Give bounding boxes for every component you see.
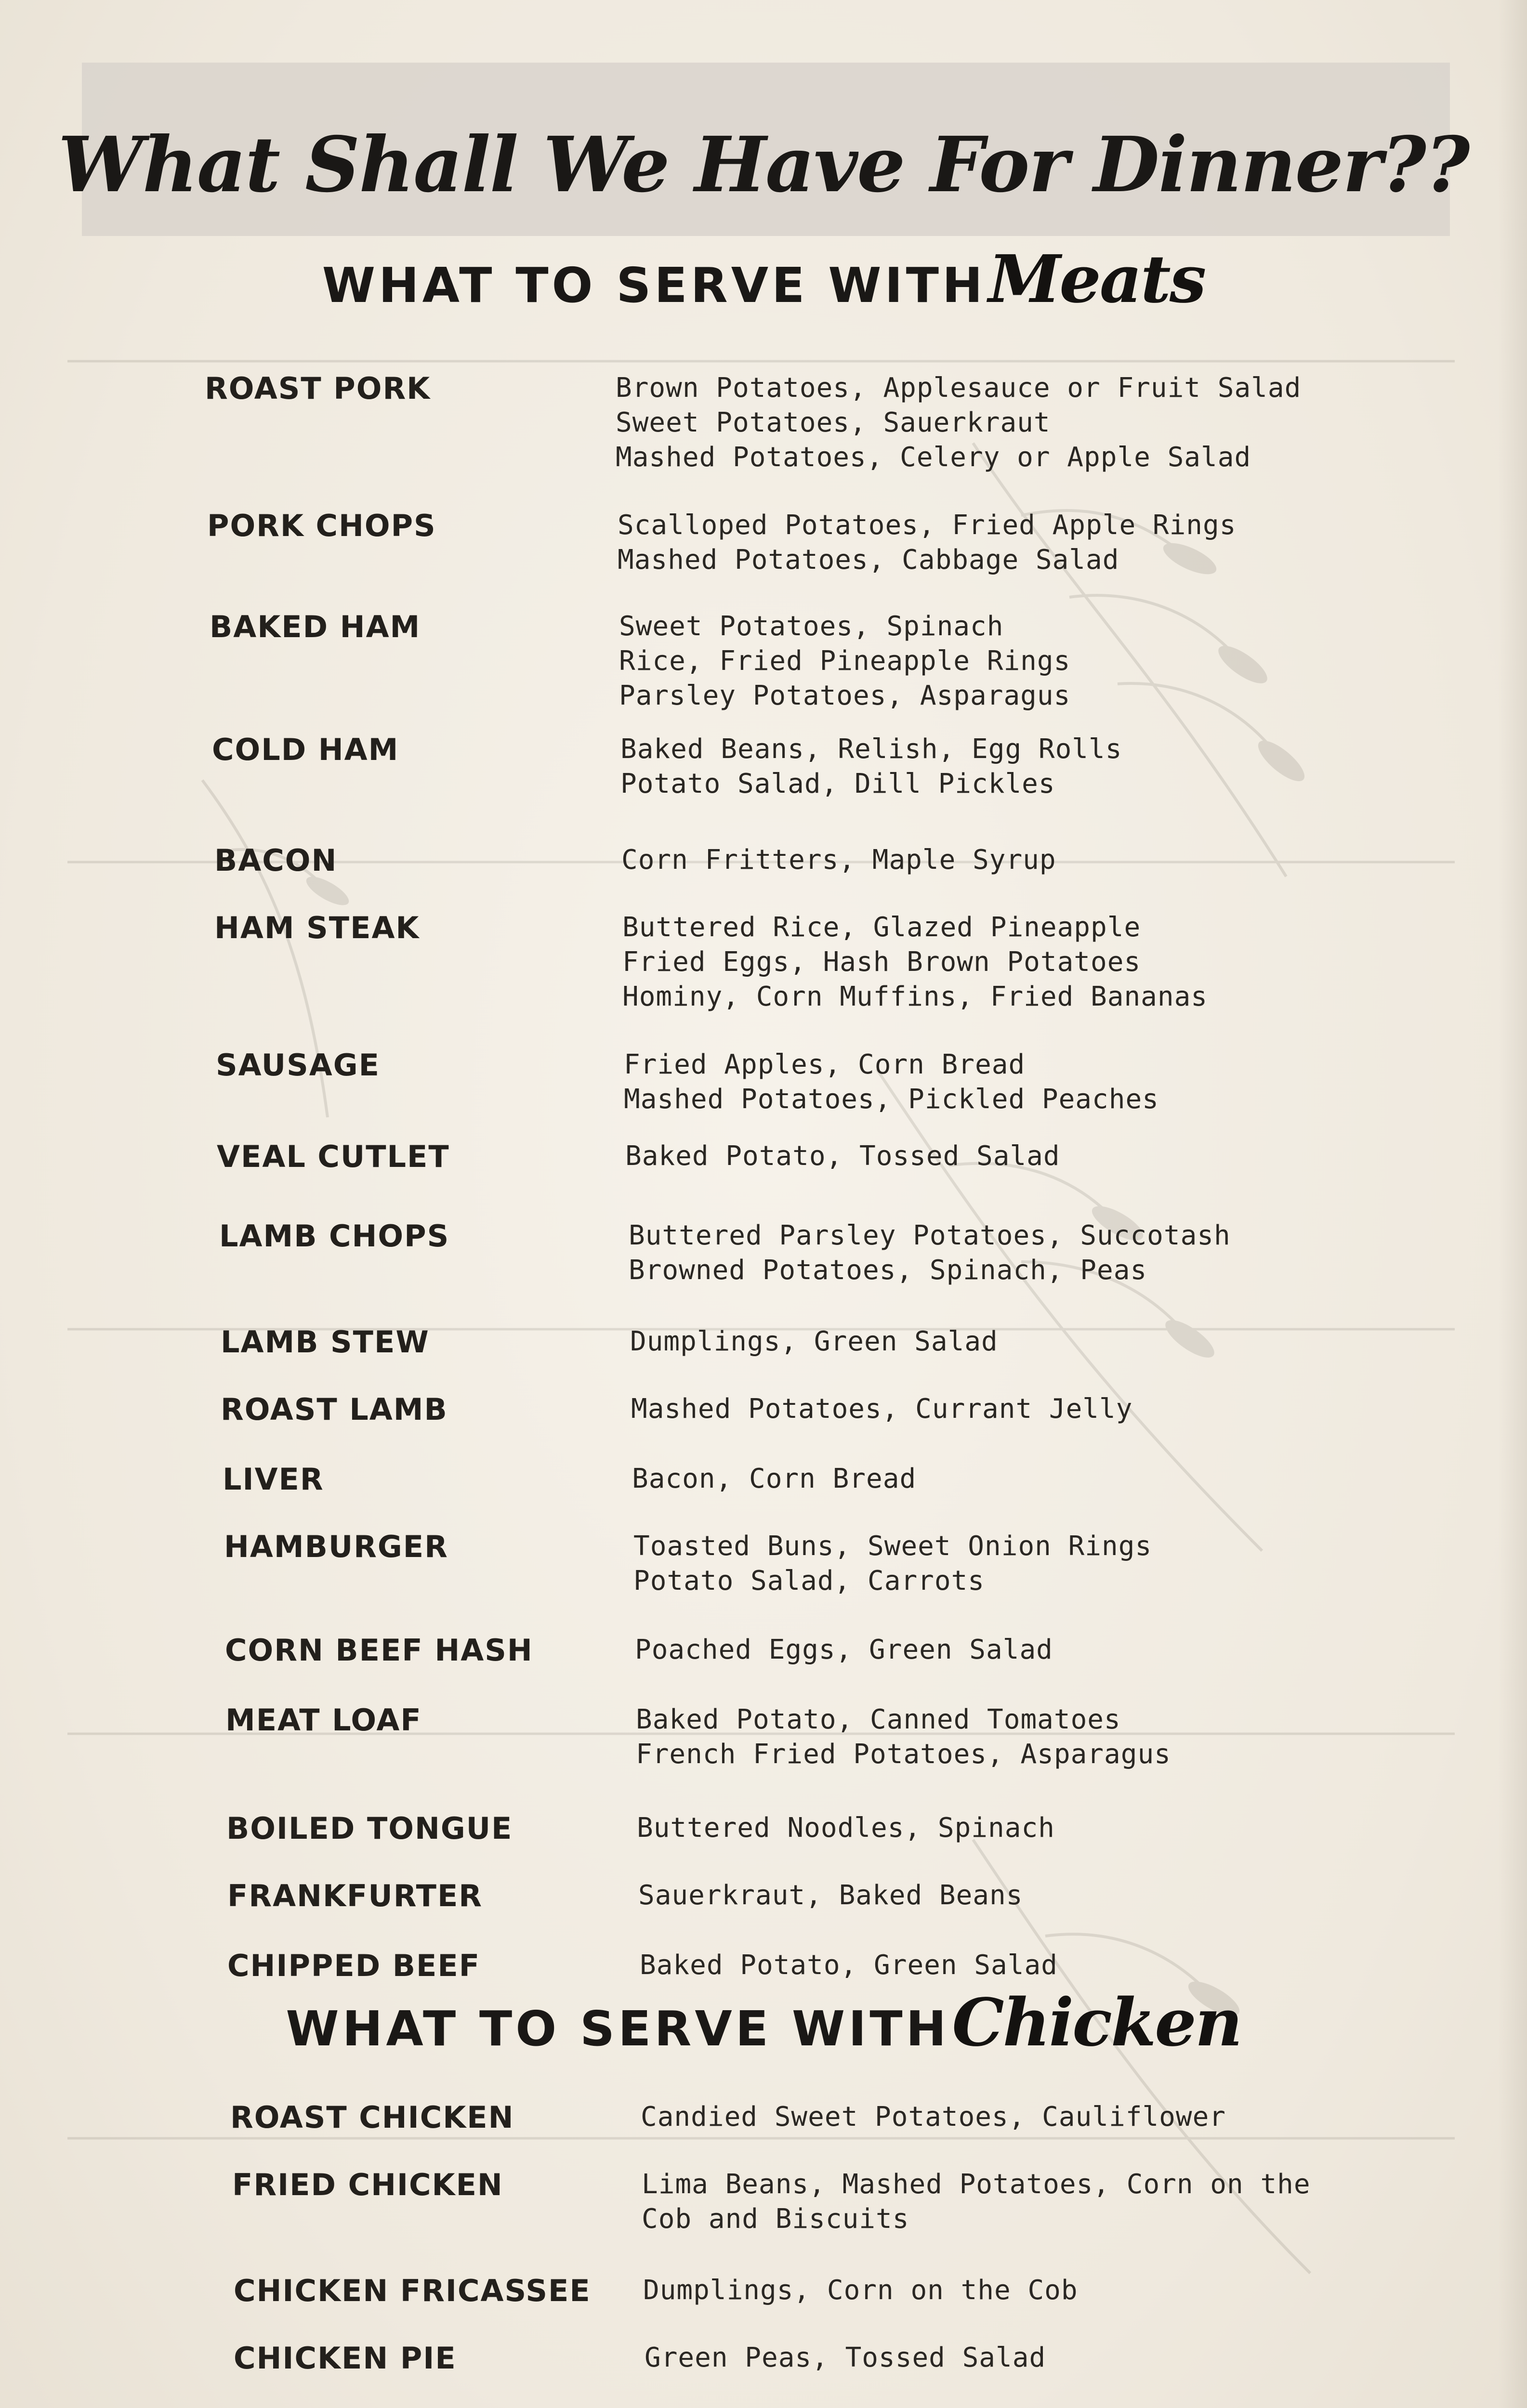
side-line: Bacon, Corn Bread <box>632 1463 917 1494</box>
side-dishes <box>630 1324 998 1359</box>
meat-item: BAKED HAM <box>210 609 421 644</box>
meats-heading-lead: WHAT TO SERVE WITH <box>322 257 986 314</box>
meat-item: BOILED TONGUE <box>226 1811 513 1846</box>
side-line: Mashed Potatoes, Pickled Peaches <box>624 1084 1159 1115</box>
chicken-item: FRIED CHICKEN <box>232 2167 503 2202</box>
side-dishes <box>619 609 1070 713</box>
side-line: Buttered Rice, Glazed Pineapple <box>622 912 1141 943</box>
side-line: Sweet Potatoes, Sauerkraut <box>616 407 1051 438</box>
side-dishes <box>620 732 1122 801</box>
side-dishes <box>625 1139 1060 1174</box>
meat-item: LAMB STEW <box>221 1324 430 1360</box>
side-line: Potato Salad, Dill Pickles <box>620 768 1055 799</box>
side-line: Baked Potato, Canned Tomatoes <box>636 1704 1121 1735</box>
side-line: Toasted Buns, Sweet Onion Rings <box>633 1531 1152 1562</box>
side-line: Baked Beans, Relish, Egg Rolls <box>620 733 1122 765</box>
meat-item: CORN BEEF HASH <box>225 1633 533 1668</box>
meat-item: CHIPPED BEEF <box>227 1948 481 1983</box>
side-line: Sauerkraut, Baked Beans <box>638 1880 1023 1911</box>
meat-item: PORK CHOPS <box>207 508 436 543</box>
side-dishes <box>618 508 1236 577</box>
side-line: Browned Potatoes, Spinach, Peas <box>629 1255 1147 1286</box>
side-line: Sweet Potatoes, Spinach <box>619 611 1004 642</box>
side-line: Dumplings, Green Salad <box>630 1326 998 1357</box>
side-line: Brown Potatoes, Applesauce or Fruit Salad <box>616 372 1302 404</box>
meat-item: BACON <box>214 843 338 878</box>
side-line: Corn Fritters, Maple Syrup <box>621 844 1056 876</box>
side-line: Potato Salad, Carrots <box>633 1565 985 1597</box>
side-dishes <box>635 1633 1053 1667</box>
meat-item: LIVER <box>223 1462 324 1497</box>
side-dishes <box>645 2341 1046 2375</box>
side-dishes <box>640 1948 1058 1983</box>
meat-item: VEAL CUTLET <box>217 1139 450 1174</box>
side-dishes <box>637 1811 1055 1845</box>
side-line: Lima Beans, Mashed Potatoes, Corn on the <box>642 2169 1311 2200</box>
side-line: Buttered Noodles, Spinach <box>637 1812 1055 1844</box>
meats-section-heading <box>0 241 1527 318</box>
side-dishes <box>638 1878 1023 1913</box>
side-line: Mashed Potatoes, Celery or Apple Salad <box>616 442 1251 473</box>
chicken-item: CHICKEN PIE <box>234 2341 457 2376</box>
side-line: Rice, Fried Pineapple Rings <box>619 645 1071 677</box>
chicken-item: ROAST CHICKEN <box>230 2100 514 2135</box>
side-line: Fried Eggs, Hash Brown Potatoes <box>622 946 1141 978</box>
meat-item: ROAST LAMB <box>221 1392 448 1427</box>
meat-item: SAUSAGE <box>216 1047 380 1083</box>
side-line: Cob and Biscuits <box>642 2203 909 2235</box>
side-line: Parsley Potatoes, Asparagus <box>619 680 1071 711</box>
side-line: French Fried Potatoes, Asparagus <box>636 1739 1171 1770</box>
side-dishes <box>621 843 1056 877</box>
meat-item: MEAT LOAF <box>225 1702 422 1738</box>
side-line: Scalloped Potatoes, Fried Apple Rings <box>618 510 1237 541</box>
side-dishes <box>633 1529 1152 1598</box>
meat-item: COLD HAM <box>212 732 399 767</box>
page-title: What Shall We Have For Dinner?? <box>58 120 1469 209</box>
meat-item: HAMBURGER <box>224 1529 448 1564</box>
meat-item: FRANKFURTER <box>227 1878 483 1913</box>
side-dishes <box>641 2100 1226 2134</box>
side-line: Baked Potato, Tossed Salad <box>625 1140 1060 1172</box>
side-dishes <box>636 1702 1171 1772</box>
chicken-heading-accent: Chicken <box>952 1984 1241 2061</box>
side-dishes <box>624 1047 1159 1117</box>
chicken-section-heading <box>0 1984 1527 2061</box>
meat-item: ROAST PORK <box>205 371 431 406</box>
side-line: Green Peas, Tossed Salad <box>645 2342 1046 2373</box>
chicken-heading-lead: WHAT TO SERVE WITH <box>286 2001 950 2057</box>
side-line: Baked Potato, Green Salad <box>640 1950 1058 1981</box>
side-line: Candied Sweet Potatoes, Cauliflower <box>641 2101 1226 2133</box>
side-dishes <box>616 371 1301 475</box>
meats-heading-accent: Meats <box>988 241 1205 318</box>
meat-item: LAMB CHOPS <box>219 1218 450 1254</box>
side-dishes <box>642 2167 1311 2237</box>
side-dishes <box>632 1462 916 1496</box>
side-line: Hominy, Corn Muffins, Fried Bananas <box>622 981 1208 1012</box>
side-line: Buttered Parsley Potatoes, Succotash <box>629 1220 1231 1251</box>
side-line: Fried Apples, Corn Bread <box>624 1049 1026 1080</box>
side-dishes <box>622 910 1208 1014</box>
side-dishes <box>629 1218 1231 1288</box>
side-line: Mashed Potatoes, Currant Jelly <box>631 1393 1133 1425</box>
meat-item: HAM STEAK <box>214 910 420 945</box>
side-line: Poached Eggs, Green Salad <box>635 1634 1053 1665</box>
side-line: Mashed Potatoes, Cabbage Salad <box>618 544 1119 576</box>
side-dishes <box>631 1392 1132 1426</box>
chicken-item: CHICKEN FRICASSEE <box>234 2273 591 2308</box>
side-line: Dumplings, Corn on the Cob <box>643 2275 1078 2306</box>
side-dishes <box>643 2273 1078 2308</box>
